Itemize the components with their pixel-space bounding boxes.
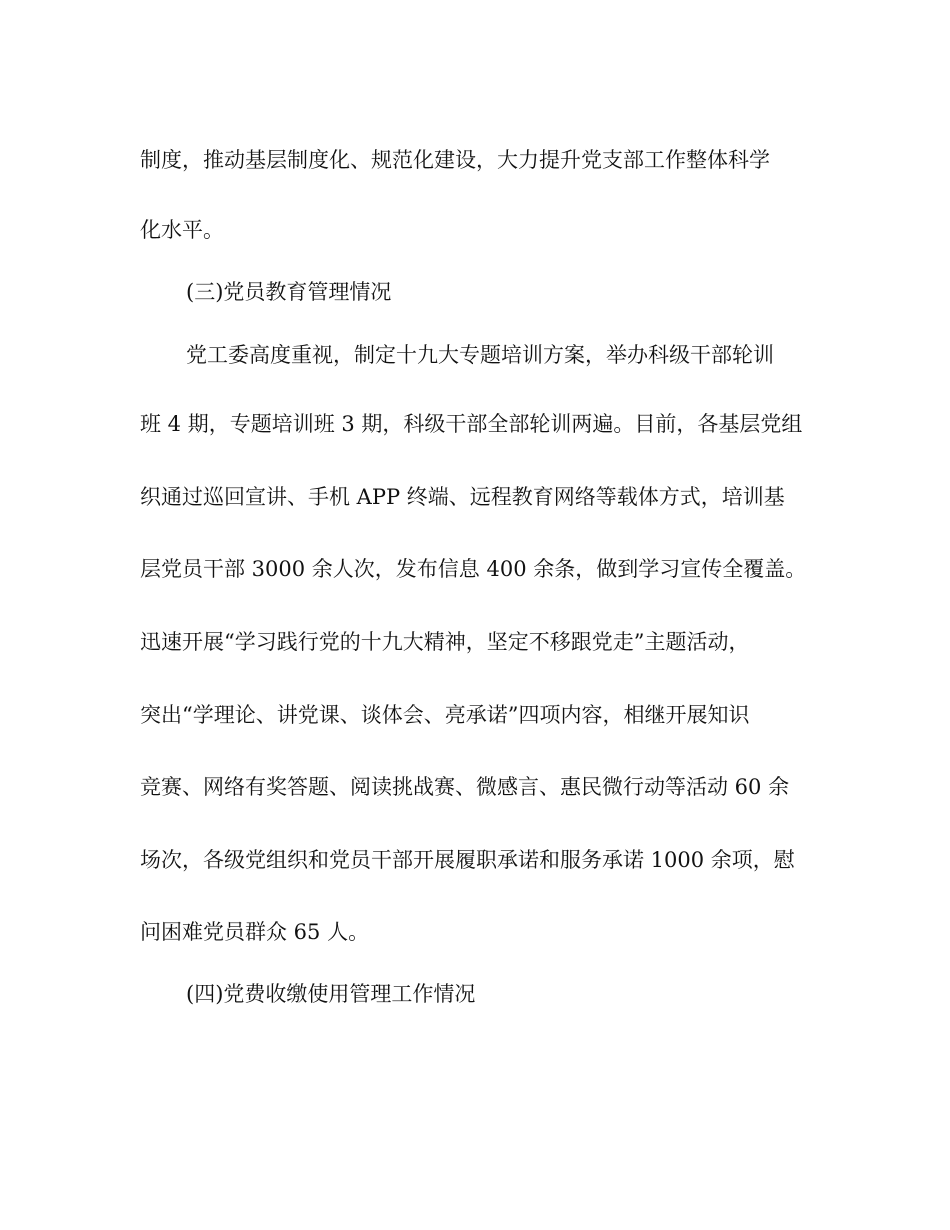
section-heading-4: (四)党费收缴使用管理工作情况 [186,982,476,1006]
text-line-9: 突出“学理论、讲党课、谈体会、亮承诺”四项内容，相继开展知识 [140,703,750,727]
text-line-11: 场次，各级党组织和党员干部开展履职承诺和服务承诺 1000 余项，慰 [140,848,795,872]
text-line-12: 问困难党员群众 65 人。 [140,920,370,944]
text-line-1: 制度，推动基层制度化、规范化建设，大力提升党支部工作整体科学 [140,148,770,172]
section-heading-3: (三)党员教育管理情况 [186,280,392,304]
text-line-2: 化水平。 [140,218,224,242]
text-line-8: 迅速开展“学习践行党的十九大精神，坚定不移跟党走”主题活动， [140,630,750,654]
text-line-7: 层党员干部 3000 余人次，发布信息 400 余条，做到学习宣传全覆盖。 [140,557,807,581]
text-line-5: 班 4 期，专题培训班 3 期，科级干部全部轮训两遍。目前，各基层党组 [140,412,803,436]
text-line-10: 竞赛、网络有奖答题、阅读挑战赛、微感言、惠民微行动等活动 60 余 [140,775,790,799]
text-line-6: 织通过巡回宣讲、手机 APP 终端、远程教育网络等载体方式，培训基 [140,485,785,509]
text-line-4: 党工委高度重视，制定十九大专题培训方案，举办科级干部轮训 [186,343,774,367]
